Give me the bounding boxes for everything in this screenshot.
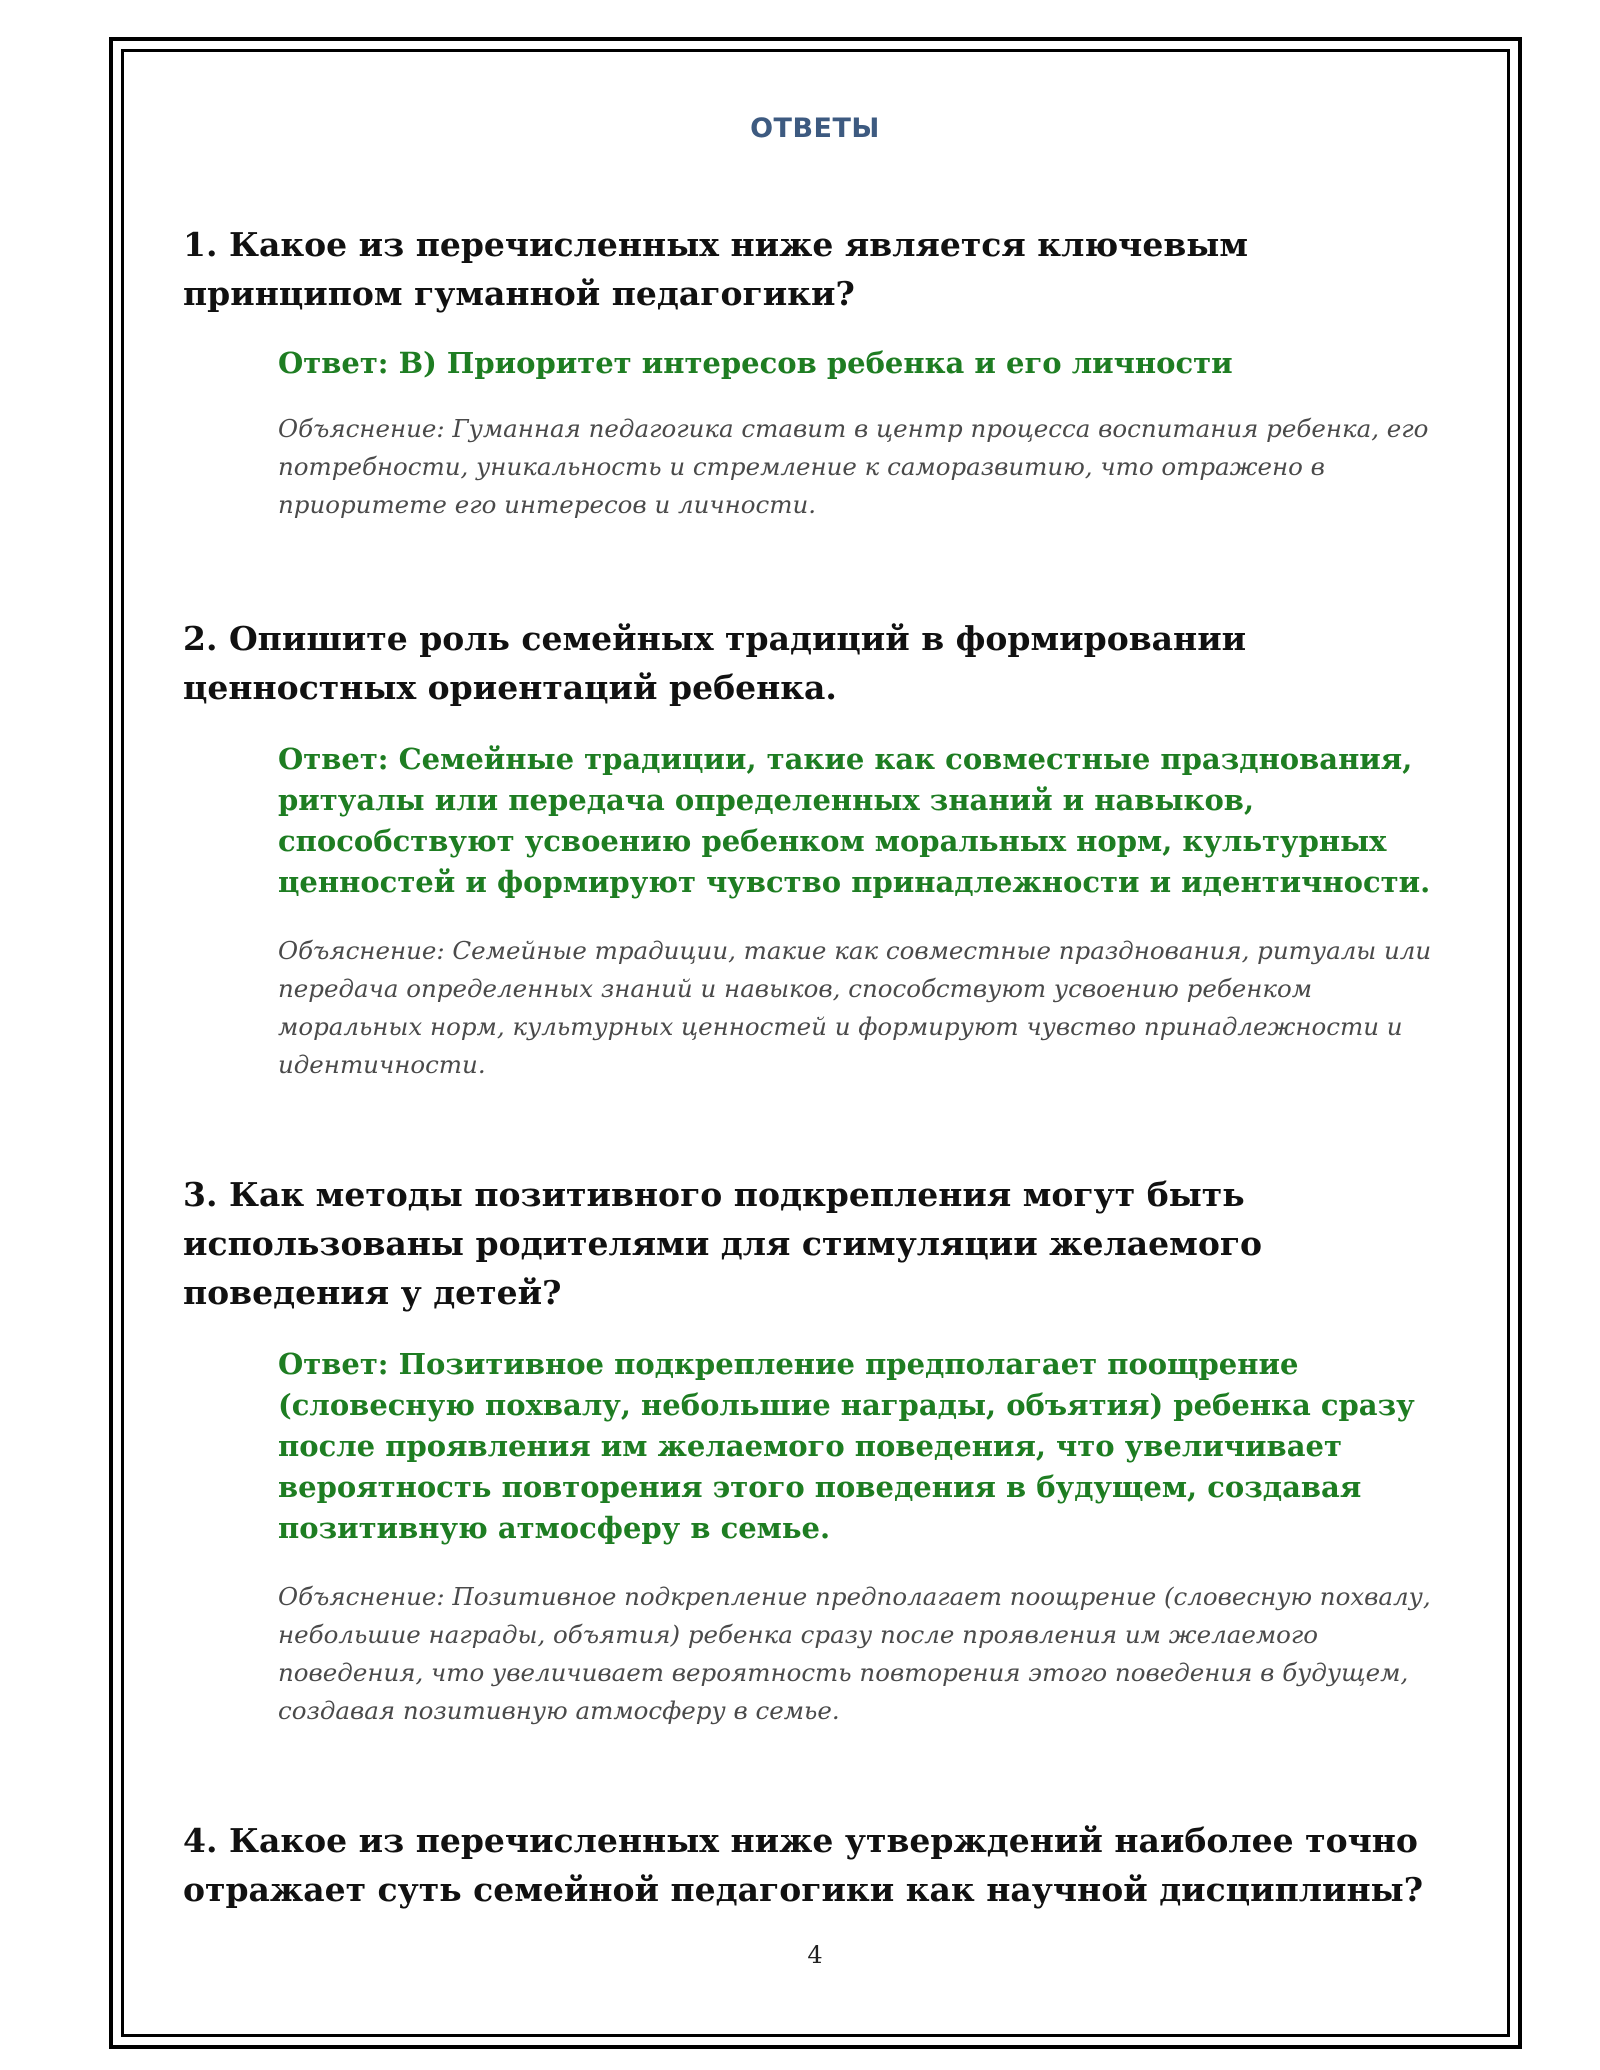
- explanation-3: Объяснение: Позитивное подкрепление предполагает поощрение (словесную похвалу, небольшие награды, объятия) ребенка сразу после проявления им желаемого поведения, что увеличивает вероятность повторения этого поведения в будущем, создавая позитивную атмосферу в семье.: [278, 1582, 1431, 1725]
- answer-3: Ответ: Позитивное подкрепление предполагает поощрение (словесную похвалу, небольшие награды, объятия) ребенка сразу после проявления им желаемого поведения, что увеличивает вероятность повторения этого поведения в будущем, создавая позитивную атмосферу в семье.: [278, 1347, 1415, 1545]
- question-1: 1. Какое из перечисленных ниже является ключевым принципом гуманной педагогики?: [183, 225, 1249, 313]
- answer-1: Ответ: В) Приоритет интересов ребенка и его личности: [278, 346, 1233, 380]
- answer-2: Ответ: Семейные традиции, такие как совместные празднования, ритуалы или передача определенных знаний и навыков, способствуют усвоению ребенком моральных норм, культурных ценностей и формируют чувство принадлежности и идентичности.: [278, 742, 1431, 899]
- question-3: 3. Как методы позитивного подкрепления могут быть использованы родителями для стимуляции желаемого поведения у детей?: [183, 1175, 1263, 1312]
- explanation-2: Объяснение: Семейные традиции, такие как совместные празднования, ритуалы или передача определенных знаний и навыков, способствуют усвоению ребенком моральных норм, культурных ценностей и формируют чувство принадлежности и идентичности.: [278, 936, 1432, 1079]
- question-4: 4. Какое из перечисленных ниже утверждений наиболее точно отражает суть семейной педагогики как научной дисциплины?: [183, 1821, 1424, 1909]
- question-2: 2. Опишите роль семейных традиций в формировании ценностных ориентаций ребенка.: [183, 619, 1247, 707]
- page-number: 4: [807, 1941, 823, 1969]
- page-title: ОТВЕТЫ: [750, 113, 880, 144]
- explanation-1: Объяснение: Гуманная педагогика ставит в центр процесса воспитания ребенка, его потребности, уникальность и стремление к саморазвитию, что отражено в приоритете его интересов и личности.: [278, 414, 1429, 519]
